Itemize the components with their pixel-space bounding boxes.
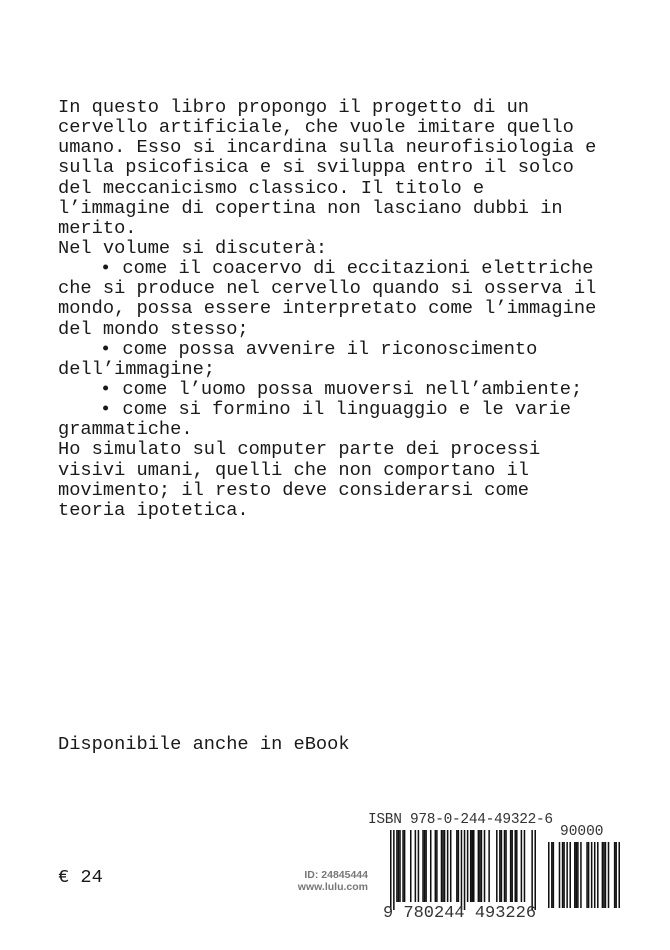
barcode-bar [470, 830, 472, 902]
barcode-addon-digits: 90000 [560, 824, 604, 840]
barcode-bar [441, 830, 443, 902]
blurb-line: Nel volume si discuterà: [58, 236, 328, 259]
blurb-line: In questo libro propongo il progetto di un [58, 96, 530, 118]
barcode-bar [410, 830, 412, 902]
barcode-digits: 9 780244 493226 [383, 904, 537, 923]
barcode-bar [504, 830, 506, 902]
blurb-line: • come si formino il linguaggio e le varie [100, 398, 572, 421]
barcode-bar [591, 842, 593, 908]
publisher-url: www.lulu.com [297, 881, 368, 893]
barcode-bar [473, 830, 475, 902]
barcode-bar [614, 842, 616, 908]
barcode-bar [597, 842, 599, 908]
barcode-bar [618, 842, 620, 908]
back-cover-blurb [58, 97, 596, 520]
barcode-bar [510, 830, 512, 902]
barcode-bar [422, 830, 424, 902]
barcode-bar [481, 830, 483, 902]
barcode-bar [505, 830, 507, 902]
barcode-bar [390, 830, 392, 910]
barcode-bar [563, 842, 565, 908]
blurb-line: cervello artificiale, che vuole imitare quello [58, 116, 574, 139]
barcode-bar [576, 842, 578, 908]
barcode-bar [559, 842, 561, 908]
barcode-bar [471, 830, 473, 902]
barcode-bar [608, 842, 610, 908]
barcode-bar [588, 842, 590, 908]
blurb-line: visivi umani, quelli che non comportano il [58, 458, 530, 481]
barcode-bar [580, 842, 582, 908]
ebook-availability-note: Disponibile anche in eBook [58, 733, 350, 755]
barcode-bar [478, 830, 480, 902]
barcode-bar [458, 830, 460, 902]
barcode-bar [435, 830, 437, 902]
price: € 24 [58, 866, 103, 888]
barcode-bar [461, 830, 463, 910]
ean-barcode [390, 830, 536, 910]
barcode-bar [398, 830, 400, 902]
blurb-line: mondo, possa essere interpretato come l’immagine [58, 297, 597, 320]
barcode-bar [418, 830, 420, 902]
blurb-line: del meccanicismo classico. Il titolo e [58, 176, 485, 199]
barcode-bar [521, 830, 523, 902]
publisher-id: ID: 24845444 [304, 869, 368, 881]
barcode-bar [402, 830, 404, 902]
barcode-bar [444, 830, 446, 902]
barcode-bar [594, 842, 596, 908]
barcode-bar [499, 830, 501, 902]
blurb-line: del mondo stesso; [58, 317, 249, 340]
barcode-bar [553, 842, 555, 908]
barcode-bar [488, 830, 490, 902]
barcode-bar [548, 842, 550, 908]
barcode-bar [501, 830, 503, 902]
blurb-line: grammatiche. [58, 418, 193, 441]
barcode-bar [467, 830, 469, 902]
barcode-bar [442, 830, 444, 902]
barcode-bar [450, 830, 452, 902]
barcode-bar [393, 830, 395, 910]
barcode-bar [516, 830, 518, 902]
barcode-bar [479, 830, 481, 902]
publisher-info [270, 869, 368, 893]
addon-barcode [548, 842, 620, 908]
blurb-line: dell’immagine; [58, 357, 216, 380]
blurb-line: • come il coacervo di eccitazioni elettriche [100, 257, 594, 280]
barcode-bar [447, 830, 449, 902]
barcode-bar [464, 830, 466, 910]
isbn-label: ISBN 978-0-244-49322-6 [368, 812, 553, 828]
blurb-line: che si produce nel cervello quando si osserva il [58, 277, 597, 300]
barcode-bar [574, 842, 576, 908]
barcode-bar [531, 830, 533, 910]
barcode-bar [602, 842, 604, 908]
barcode-bar [396, 830, 398, 902]
barcode-bar [399, 830, 401, 902]
blurb-line: Ho simulato sul computer parte dei processi [58, 438, 541, 461]
barcode-bar [534, 830, 536, 910]
blurb-line: l’immagine di copertina non lasciano dubbi in [58, 196, 563, 219]
barcode-bar [615, 842, 617, 908]
blurb-line: • come possa avvenire il riconoscimento [100, 337, 538, 360]
barcode-bar [605, 842, 607, 908]
barcode-bar [511, 830, 513, 902]
barcode-bar [569, 842, 571, 908]
barcode-bar [424, 830, 426, 902]
barcode-bar [551, 842, 553, 908]
barcode-bar [566, 842, 568, 908]
blurb-line: movimento; il resto deve considerarsi come [58, 478, 530, 501]
barcode-bar [456, 830, 458, 902]
barcode-bar [496, 830, 498, 902]
blurb-line: teoria ipotetica. [58, 498, 249, 521]
barcode-bar [562, 842, 564, 908]
blurb-line: sulla psicofisica e si sviluppa entro il solco [58, 156, 574, 179]
barcode-bar [415, 830, 417, 902]
blurb-line: umano. Esso si incardina sulla neurofisiologia e [58, 136, 597, 159]
blurb-line: • come l’uomo possa muoversi nell’ambiente; [100, 377, 583, 400]
barcode-bar [436, 830, 438, 902]
barcode-bar [430, 830, 432, 902]
blurb-line: merito. [58, 216, 137, 239]
barcode-bar [603, 842, 605, 908]
barcode-bar [484, 830, 486, 902]
barcode-bar [524, 830, 526, 902]
barcode-bar [514, 830, 516, 902]
barcode-bar [425, 830, 427, 902]
barcode-bar [577, 842, 579, 908]
barcode-bar [586, 842, 588, 908]
barcode-bar [404, 830, 406, 902]
